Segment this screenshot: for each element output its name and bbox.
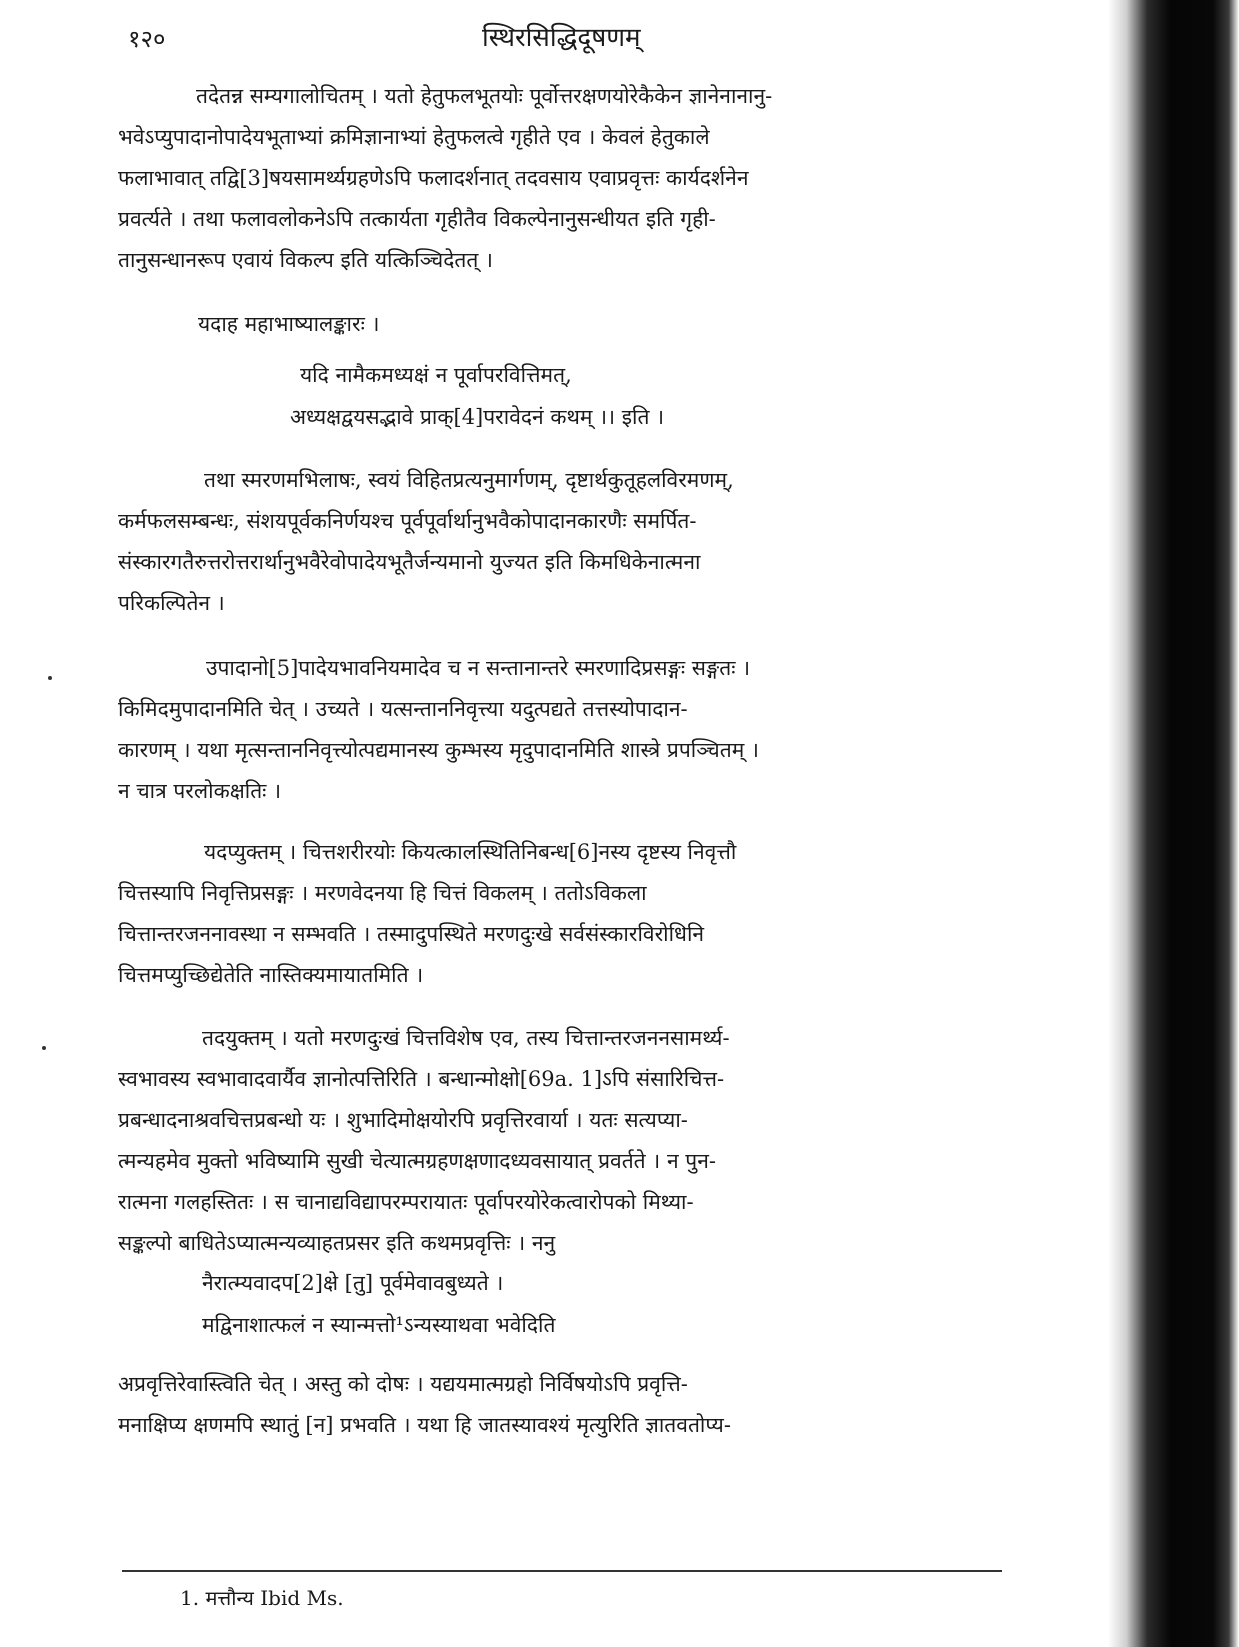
verse-2 xyxy=(202,1262,902,1346)
text-line: भवेऽप्युपादानोपादेयभूताभ्यां क्रमिज्ञानाभ्यां हेतुफलत्वे गृहीते एव । केवलं हेतुकाले xyxy=(118,125,710,149)
text-line: चित्तस्यापि निवृत्तिप्रसङ्गः । मरणवेदनया हि चित्तं विकलम् । ततोऽविकला xyxy=(118,881,647,905)
text-line: प्रवर्त्यते । तथा फलावलोकनेऽपि तत्कार्यता गृहीतैव विकल्पेनानुसन्धीयत इति गृही- xyxy=(118,207,716,231)
text-line: फलाभावात् तद्वि[3]षयसामर्थ्यग्रहणेऽपि फलादर्शनात् तदवसाय एवाप्रवृत्तः कार्यदर्शनेन xyxy=(118,166,749,190)
paragraph-4 xyxy=(118,648,1008,812)
verse-1 xyxy=(290,354,890,438)
text-line: चित्तान्तरजननावस्था न सम्भवति । तस्मादुपस्थिते मरणदुःखे सर्वसंस्कारविरोधिनि xyxy=(118,922,705,946)
text-line: तथा स्मरणमभिलाषः, स्वयं विहितप्रत्यनुमार्गणम्, दृष्टार्थकुतूहलविरमणम्, xyxy=(204,468,734,492)
text-line: अप्रवृत्तिरेवास्त्विति चेत् । अस्तु को दोषः । यद्ययमात्मग्रहो निर्विषयोऽपि प्रवृत्ति- xyxy=(118,1372,688,1396)
page-number: १२० xyxy=(128,25,166,53)
paragraph-2 xyxy=(118,304,1008,345)
verse-line: अध्यक्षद्वयसद्भावे प्राक्[4]परावेदनं कथम् ।। इति । xyxy=(290,405,665,429)
verse-line: नैरात्म्यवादप[2]क्षे [तु] पूर्वमेवावबुध्यते । xyxy=(202,1271,504,1295)
text-line: चित्तमप्युच्छिद्येतेति नास्तिक्यमायातमिति । xyxy=(118,963,424,987)
running-title: स्थिरसिद्धिदूषणम् xyxy=(482,23,641,53)
scan-speck xyxy=(48,676,52,680)
paragraph-6 xyxy=(118,1018,1008,1264)
text-line: कारणम् । यथा मृत्सन्ताननिवृत्त्योत्पद्यमानस्य कुम्भस्य मृदुपादानमिति शास्त्रे प्रपञ्चितम् । xyxy=(118,738,759,762)
verse-line: मद्विनाशात्फलं न स्यान्मत्तो¹ऽन्यस्याथवा भवेदिति xyxy=(202,1313,556,1337)
text-line: कर्मफलसम्बन्धः, संशयपूर्वकनिर्णयश्च पूर्वपूर्वार्थानुभवैकोपादानकारणैः समर्पित- xyxy=(118,509,697,533)
scan-binding-shadow xyxy=(1108,0,1239,1647)
text-line: किमिदमुपादानमिति चेत् । उच्यते । यत्सन्ताननिवृत्त्या यदुत्पद्यते तत्तस्योपादान- xyxy=(118,697,688,721)
text-line: परिकल्पितेन । xyxy=(118,591,225,615)
text-line: तानुसन्धानरूप एवायं विकल्प इति यत्किञ्चिदेतत् । xyxy=(118,248,493,272)
footnote-divider xyxy=(122,1570,1002,1572)
paragraph-7 xyxy=(118,1364,1008,1446)
text-line: प्रबन्धादनाश्रवचित्तप्रबन्धो यः । शुभादिमोक्षयोरपि प्रवृत्तिरवार्या । यतः सत्यप्या- xyxy=(118,1108,688,1132)
text-line: तदेतन्न सम्यगालोचितम् । यतो हेतुफलभूतयोः पूर्वोत्तरक्षणयोरेकैकेन ज्ञानेनानानु- xyxy=(196,84,773,108)
text-line: संस्कारगतैरुत्तरोत्तरार्थानुभवैरेवोपादेयभूतैर्जन्यमानो युज्यत इति किमधिकेनात्मना xyxy=(118,550,701,574)
text-line: न चात्र परलोकक्षतिः । xyxy=(118,779,282,803)
footnote: 1. मत्तौन्य Ibid Ms. xyxy=(180,1586,344,1610)
text-line: उपादानो[5]पादेयभावनियमादेव च न सन्तानान्तरे स्मरणादिप्रसङ्गः सङ्गतः । xyxy=(206,656,751,680)
text-line: त्मन्यहमेव मुक्तो भविष्यामि सुखी चेत्यात्मग्रहणक्षणादध्यवसायात् प्रवर्तते । न पुन- xyxy=(118,1149,716,1173)
text-line: यदाह महाभाष्यालङ्कारः । xyxy=(198,312,380,336)
paragraph-5 xyxy=(118,832,1008,996)
paragraph-1 xyxy=(118,76,1008,281)
verse-line: यदि नामैकमध्यक्षं न पूर्वापरवित्तिमत्, xyxy=(300,363,572,387)
text-line: स्वभावस्य स्वभावादवार्यैव ज्ञानोत्पत्तिरिति । बन्धान्मोक्षो[69a. 1]ऽपि संसारिचित्त- xyxy=(118,1067,725,1091)
text-line: तदयुक्तम् । यतो मरणदुःखं चित्तविशेष एव, तस्य चित्तान्तरजननसामर्थ्य- xyxy=(202,1026,730,1050)
text-line: मनाक्षिप्य क्षणमपि स्थातुं [न] प्रभवति । यथा हि जातस्यावश्यं मृत्युरिति ज्ञातवतोप्य- xyxy=(118,1413,731,1437)
text-line: रात्मना गलहस्तितः । स चानाद्यविद्यापरम्परायातः पूर्वापरयोरेकत्वारोपको मिथ्या- xyxy=(118,1190,694,1214)
paragraph-3 xyxy=(118,460,1008,624)
scan-speck xyxy=(42,1046,46,1050)
text-line: यदप्युक्तम् । चित्तशरीरयोः कियत्कालस्थितिनिबन्ध[6]नस्य दृष्टस्य निवृत्तौ xyxy=(204,840,737,864)
text-line: सङ्कल्पो बाधितेऽप्यात्मन्यव्याहतप्रसर इति कथमप्रवृत्तिः । ननु xyxy=(118,1231,556,1255)
